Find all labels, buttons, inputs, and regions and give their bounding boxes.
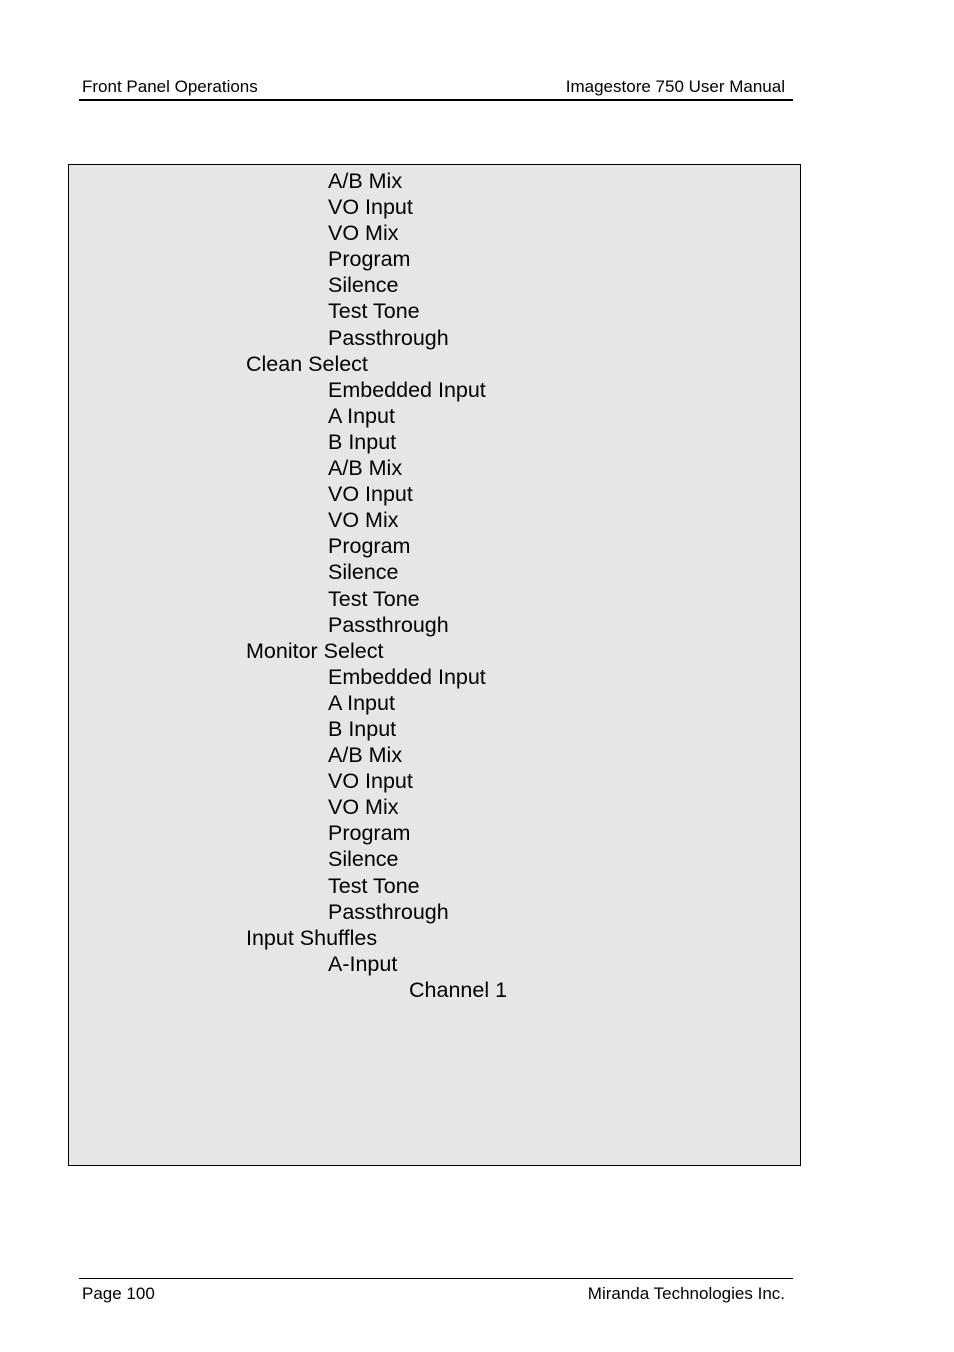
menu-item-level-2: VO Input [328, 195, 413, 220]
menu-item-level-2: Silence [328, 560, 399, 585]
menu-item-level-2: A Input [328, 690, 395, 715]
menu-item-level-2: B Input [328, 716, 397, 741]
menu-item-level-2: A/B Mix [328, 743, 403, 768]
menu-tree-box [68, 164, 801, 1166]
manual-title: Imagestore 750 User Manual [565, 77, 785, 96]
menu-item-level-2: Silence [328, 847, 399, 872]
menu-item-level-2: VO Input [328, 769, 413, 794]
menu-item-level-2: VO Input [328, 482, 413, 507]
menu-item-level-2: Test Tone [328, 299, 420, 324]
menu-item-level-2: Program [328, 247, 411, 272]
menu-item-level-2: Passthrough [328, 899, 449, 924]
company-name: Miranda Technologies Inc. [587, 1284, 785, 1303]
menu-item-level-2: A-Input [328, 951, 398, 976]
menu-item-level-1: Input Shuffles [246, 925, 378, 950]
menu-item-level-2: VO Mix [328, 795, 399, 820]
menu-item-level-2: Passthrough [328, 325, 449, 350]
page-number: Page 100 [82, 1284, 155, 1303]
menu-item-level-1: Monitor Select [246, 638, 384, 663]
menu-item-level-2: Embedded Input [328, 664, 486, 689]
menu-item-level-2: Program [328, 534, 411, 559]
menu-item-level-2: Passthrough [328, 612, 449, 637]
menu-item-level-2: Program [328, 821, 411, 846]
menu-tree [69, 168, 507, 1003]
menu-item-level-2: Test Tone [328, 873, 420, 898]
menu-item-level-2: Test Tone [328, 586, 420, 611]
menu-item-level-2: Silence [328, 273, 399, 298]
section-title: Front Panel Operations [82, 77, 258, 96]
menu-item-level-2: VO Mix [328, 508, 399, 533]
menu-item-level-2: A/B Mix [328, 169, 403, 193]
menu-item-level-3: Channel 1 [409, 977, 508, 1002]
menu-item-level-2: A/B Mix [328, 456, 403, 481]
menu-item-level-2: Embedded Input [328, 377, 486, 402]
running-header [79, 74, 793, 101]
menu-item-level-1: Clean Select [246, 351, 368, 376]
menu-item-level-2: A Input [328, 403, 395, 428]
menu-item-level-2: B Input [328, 429, 397, 454]
menu-item-level-2: VO Mix [328, 221, 399, 246]
running-footer [79, 1278, 793, 1307]
